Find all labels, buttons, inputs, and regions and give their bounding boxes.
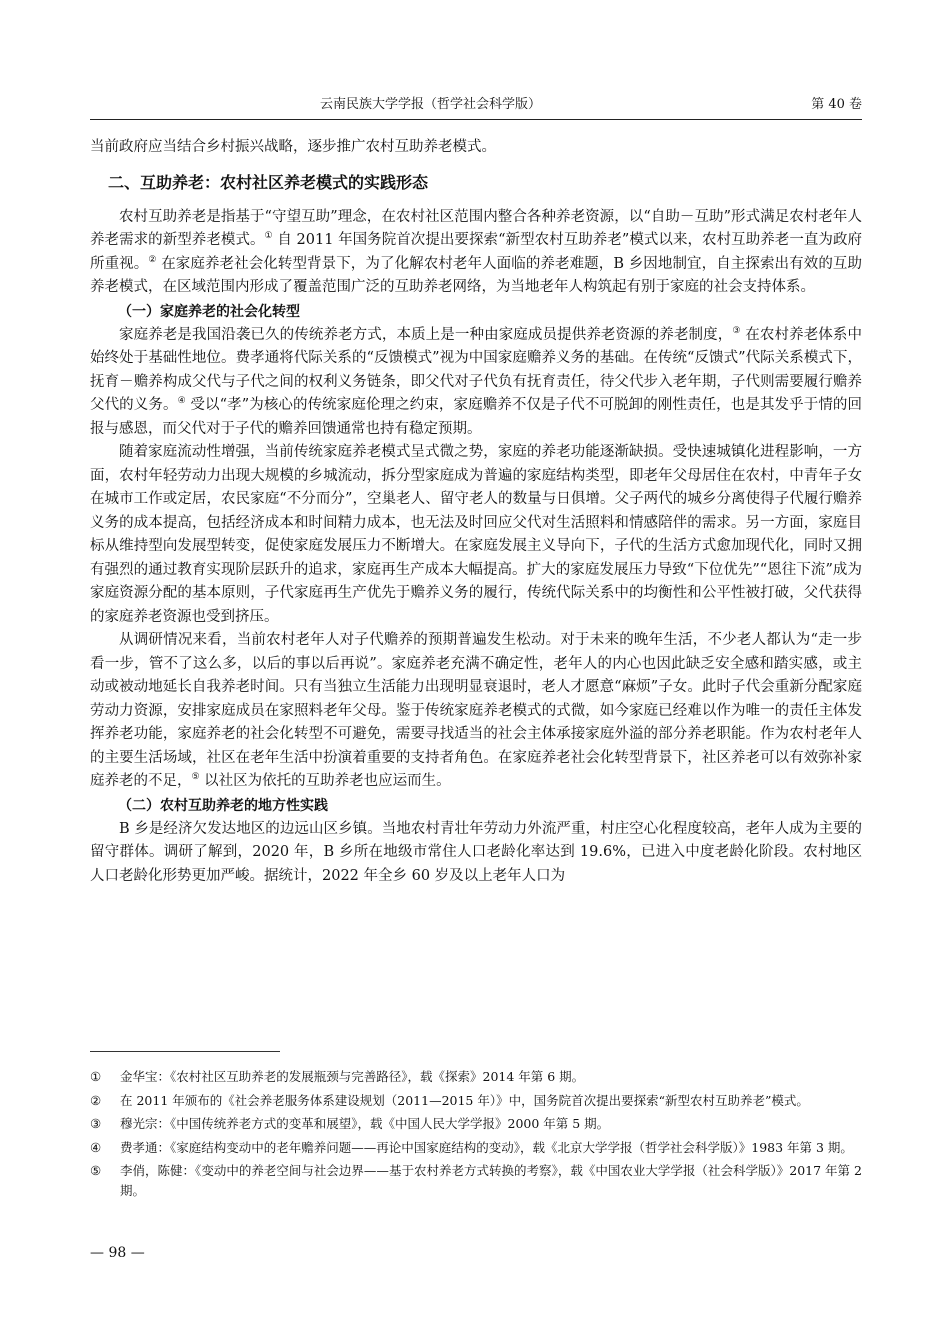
footnote-mark: ⑤: [90, 1163, 102, 1178]
paragraph: 从调研情况来看，当前农村老年人对子代赡养的预期普遍发生松动。对于未来的晚年生活，不少老人都认为“走一步看一步，管不了这么多，以后的事以后再说”。家庭养老充满不确定性，老年人的内心也因此缺乏安全感和踏实感，或主动或被动地延长自我养老时间。只有当独立生活能力出现明显衰退时，老人才愿意“麻烦”子女。此时子代会重新分配家庭劳动力资源，安排家庭成员在家照料老年父母。鉴于传统家庭养老模式的式微，如今家庭已经难以作为唯一的责任主体发挥养老功能，家庭养老的社会化转型不可避免，需要寻找适当的社会主体承接家庭外溢的部分养老职能。作为农村老年人的主要生活场域，社区在老年生活中扮演着重要的支持者角色。在家庭养老社会化转型背景下，社区养老可以有效弥补家庭养老的不足，⑤ 以社区为依托的互助养老也应运而生。: [90, 632, 862, 789]
footnote: [90, 1138, 862, 1158]
footnote-text: 穆光宗：《中国传统养老方式的变革和展望》，载《中国人民大学学报》2000 年第 5 期。: [120, 1116, 610, 1131]
footnote-text: 费孝通：《家庭结构变动中的老年赡养问题——再论中国家庭结构的变动》，载《北京大学学报（哲学社会科学版）》1983 年第 3 期。: [120, 1139, 853, 1155]
footnote-text: 金华宝：《农村社区互助养老的发展瓶颈与完善路径》，载《探索》2014 年第 6 期。: [120, 1069, 585, 1084]
footnote: [90, 1161, 862, 1200]
volume-number: 第 40 卷: [811, 97, 862, 112]
footnote-mark: ②: [90, 1092, 102, 1108]
footnote: [90, 1067, 862, 1087]
running-header: [90, 93, 862, 117]
footnote-text: 在 2011 年颁布的《社会养老服务体系建设规划（2011—2015 年）》中，国务院首次提出要探索“新型农村互助养老”模式。: [120, 1092, 809, 1108]
footnote: [90, 1091, 862, 1111]
journal-page: [90, 0, 862, 1344]
paragraph: 家庭养老是我国沿袭已久的传统养老方式，本质上是一种由家庭成员提供养老资源的养老制度，③ 在农村养老体系中始终处于基础性地位。费孝通将代际关系的“反馈模式”视为中国家庭赡养义务的基础。在传统“反馈式”代际关系模式下，抚育－赡养构成父代与子代之间的权利义务链条，即父代对子代负有抚育责任，待父代步入老年期，子代则需要履行赡养父代的义务。④ 受以“孝”为核心的传统家庭伦理之约束，家庭赡养不仅是子代不可脱卸的刚性责任，也是其发乎于情的回报与感恩，而父代对于子代的赡养回馈通常也持有稳定预期。: [90, 325, 863, 437]
article-body: [90, 136, 862, 888]
paragraph: 当前政府应当结合乡村振兴战略，逐步推广农村互助养老模式。: [90, 139, 496, 155]
paragraph: 农村互助养老是指基于“守望互助”理念，在农村社区范围内整合各种养老资源，以“自助－互助”形式满足农村老年人养老需求的新型养老模式。① 自 2011 年国务院首次提出要探索“新型农村互助养老”模式以来，农村互助养老一直为政府所重视。② 在家庭养老社会化转型背景下，为了化解农村老年人面临的养老难题，B 乡因地制宜，自主探索出有效的互助养老模式，在区域范围内形成了覆盖范围广泛的互助养老网络，为当地老年人构筑起有别于家庭的社会支持体系。: [90, 208, 863, 295]
footnote-ref[interactable]: ③: [732, 325, 741, 336]
footnote-ref[interactable]: ②: [148, 254, 157, 265]
paragraph: B 乡是经济欠发达地区的边远山区乡镇。当地农村青壮年劳动力外流严重，村庄空心化程度较高，老年人成为主要的留守群体。调研了解到，2020 年，B 乡所在地级市常住人口老龄化率达到 19.6%，已进入中度老龄化阶段。农村地区人口老龄化形势更加严峻。据统计，2022 年全乡 60 岁及以上老年人口为: [90, 820, 862, 884]
footnotes: [90, 1067, 862, 1204]
footnote-ref[interactable]: ④: [177, 396, 186, 407]
footnote-text: 李俏，陈健：《变动中的养老空间与社会边界——基于农村养老方式转换的考察》，载《中国农业大学学报（社会科学版）》2017 年第 2 期。: [120, 1163, 862, 1198]
journal-title: 云南民族大学学报（哲学社会科学版）: [320, 97, 542, 112]
header-divider: [90, 119, 862, 120]
footnote-mark: ④: [90, 1139, 102, 1155]
subsection-title: （一）家庭养老的社会化转型: [118, 303, 300, 320]
paragraph: 随着家庭流动性增强，当前传统家庭养老模式呈式微之势，家庭的养老功能逐渐缺损。受快速城镇化进程影响，一方面，农村年轻劳动力出现大规模的乡城流动，拆分型家庭成为普遍的家庭结构类型，即老年父母居住在农村，中青年子女在城市工作或定居，农民家庭“不分而分”，空巢老人、留守老人的数量与日俱增。父子两代的城乡分离使得子代履行赡养义务的成本提高，包括经济成本和时间精力成本，也无法及时回应父代对生活照料和情感陪伴的需求。另一方面，家庭目标从维持型向发展型转变，促使家庭发展压力不断增大。在家庭发展主义导向下，子代的生活方式愈加现代化，同时又拥有强烈的通过教育实现阶层跃升的追求，家庭再生产成本大幅提高。扩大的家庭发展压力导致“下位优先”“恩往下流”成为家庭资源分配的基本原则，子代家庭再生产优先于赡养义务的履行，传统代际关系中的均衡性和公平性被打破，父代获得的家庭养老资源也受到挤压。: [90, 444, 862, 625]
footnote-ref[interactable]: ①: [264, 231, 273, 242]
footnote-divider: [90, 1051, 280, 1052]
footnote-ref[interactable]: ⑤: [191, 772, 200, 783]
footnote-mark: ③: [90, 1116, 102, 1131]
section-title: 二、互助养老：农村社区养老模式的实践形态: [108, 172, 429, 192]
page-number: — 98 —: [90, 1245, 145, 1261]
subsection-title: （二）农村互助养老的地方性实践: [118, 797, 328, 814]
footnote-mark: ①: [90, 1069, 102, 1084]
footnote: [90, 1114, 862, 1134]
